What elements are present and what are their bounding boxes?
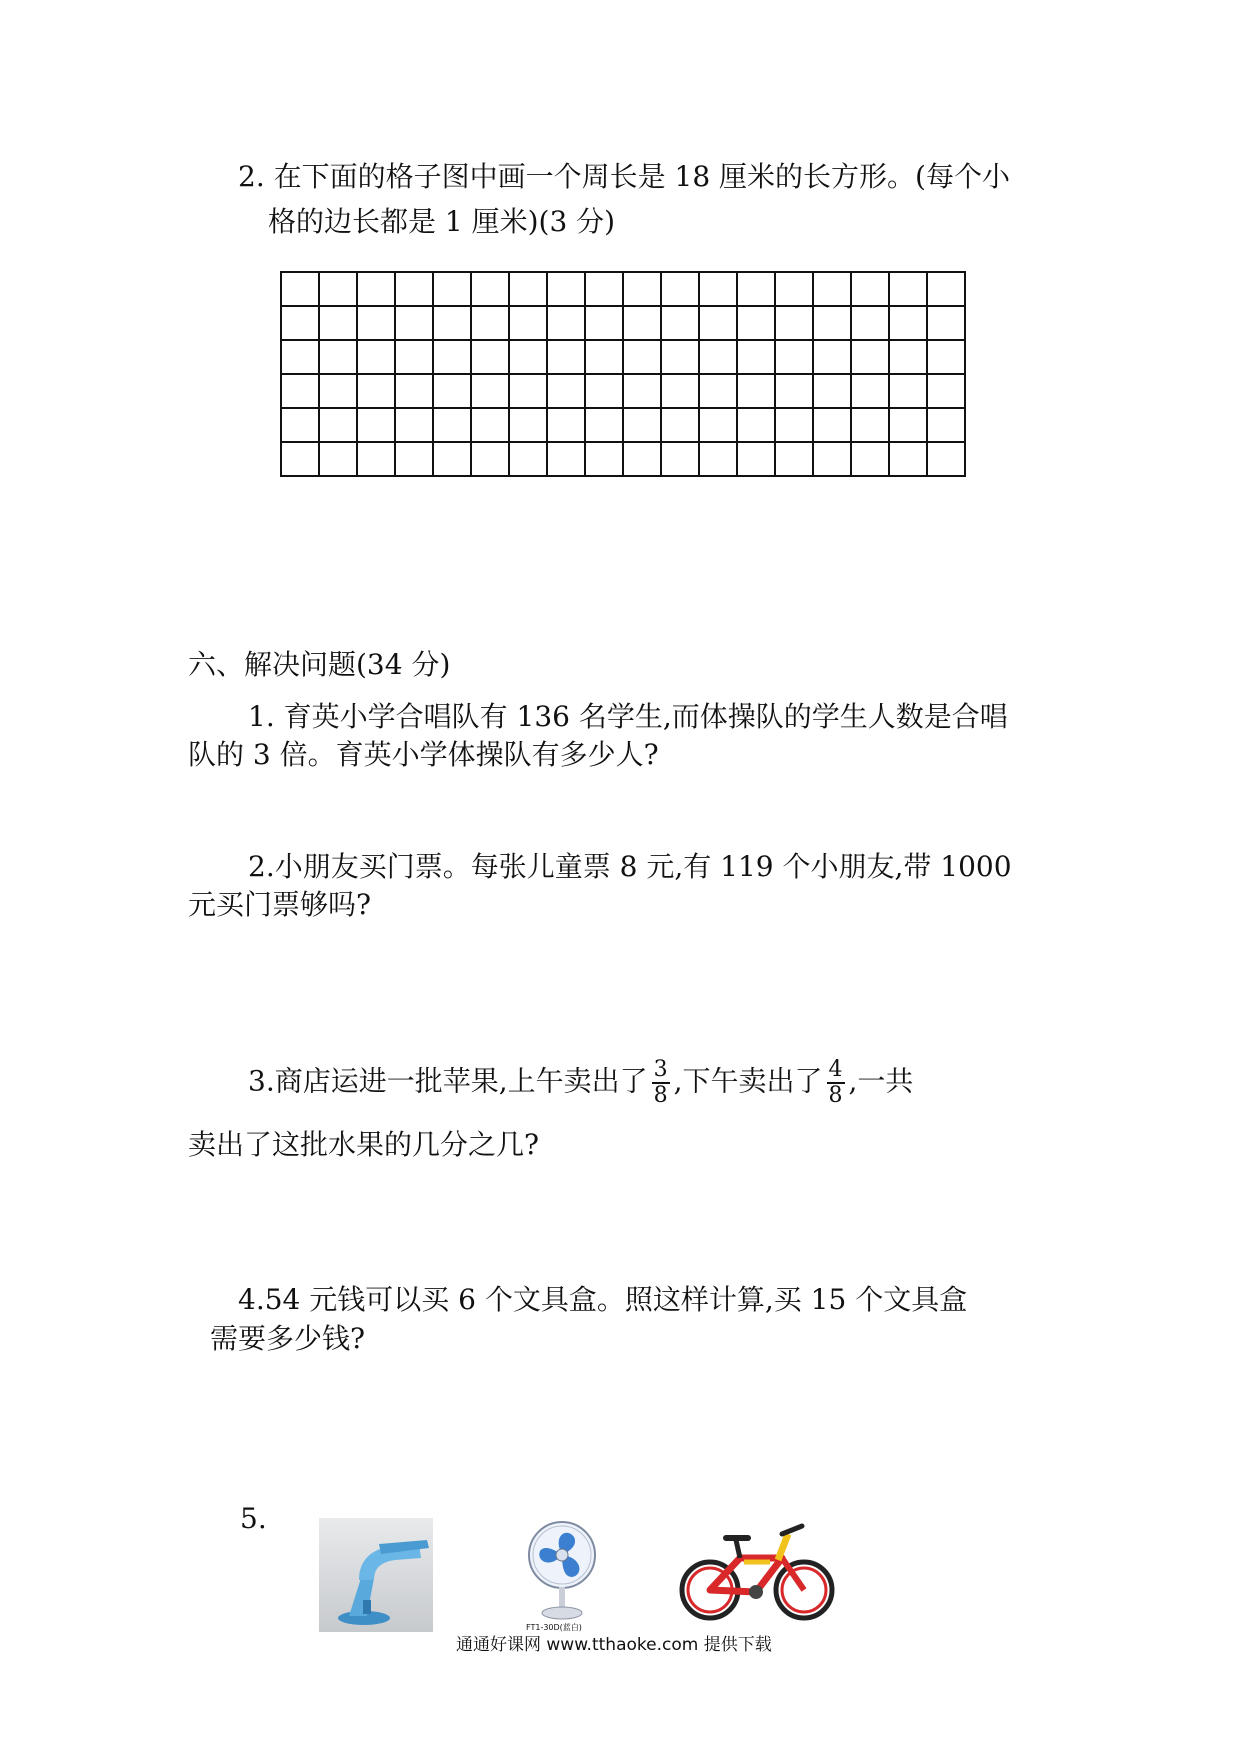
grid-cell [586, 341, 624, 375]
grid-cell [662, 273, 700, 307]
grid-cell [396, 273, 434, 307]
grid-cell [586, 375, 624, 409]
grid-cell [434, 375, 472, 409]
fraction-numerator: 3 [653, 1057, 668, 1082]
grid-cell [282, 341, 320, 375]
grid-cell [624, 273, 662, 307]
grid-cell [928, 409, 966, 443]
grid-cell [662, 443, 700, 477]
grid-cell [890, 375, 928, 409]
grid-cell [586, 273, 624, 307]
grid-cell [776, 375, 814, 409]
footer-watermark: 通通好课网 www.tthaoke.com 提供下载 [456, 1635, 772, 1655]
grid-cell [320, 341, 358, 375]
grid-cell [586, 443, 624, 477]
grid-cell [396, 409, 434, 443]
q3-prefix: 3.商店运进一批苹果,上午卖出了 [248, 1064, 648, 1098]
q4-line-1: 4.54 元钱可以买 6 个文具盒。照这样计算,买 15 个文具盒 [238, 1283, 968, 1316]
grid-cell [434, 307, 472, 341]
grid-cell [320, 375, 358, 409]
grid-cell [700, 409, 738, 443]
grid-cell [738, 273, 776, 307]
grid-cell [814, 273, 852, 307]
bicycle-icon [678, 1518, 836, 1628]
grid-cell [472, 341, 510, 375]
grid-cell [776, 409, 814, 443]
grid-cell [358, 375, 396, 409]
grid-cell [928, 375, 966, 409]
grid-cell [890, 307, 928, 341]
grid-cell [814, 375, 852, 409]
grid-cell [472, 273, 510, 307]
q4-line-2: 需要多少钱? [210, 1322, 366, 1355]
grid-cell [320, 409, 358, 443]
grid-cell [662, 341, 700, 375]
q3-line-2: 卖出了这批水果的几分之几? [188, 1128, 540, 1161]
grid-cell [852, 273, 890, 307]
grid-cell [852, 409, 890, 443]
grid-cell [510, 341, 548, 375]
grid-cell [510, 409, 548, 443]
grid-cell [776, 341, 814, 375]
grid-cell [928, 273, 966, 307]
q2-word-line-2: 元买门票够吗? [188, 888, 372, 921]
grid-cell [472, 375, 510, 409]
grid-cell [814, 341, 852, 375]
grid-cell [434, 273, 472, 307]
grid-cell [472, 409, 510, 443]
grid-cell [282, 409, 320, 443]
grid-cell [282, 375, 320, 409]
q2-line-2: 格的边长都是 1 厘米)(3 分) [268, 205, 616, 238]
grid-cell [700, 307, 738, 341]
grid-cell [662, 307, 700, 341]
grid-cell [700, 375, 738, 409]
grid-cell [814, 443, 852, 477]
grid-cell [852, 443, 890, 477]
grid-cell [282, 443, 320, 477]
q3-line-1 [248, 1058, 913, 1108]
grid-cell [434, 443, 472, 477]
grid-cell [624, 409, 662, 443]
grid-cell [548, 409, 586, 443]
grid-cell [776, 307, 814, 341]
q3-suffix: ,一共 [848, 1064, 914, 1098]
q2-word-line-1: 2.小朋友买门票。每张儿童票 8 元,有 119 个小朋友,带 1000 [248, 850, 1012, 883]
grid-cell [320, 307, 358, 341]
grid-cell [890, 273, 928, 307]
grid-cell [510, 375, 548, 409]
fraction-denominator: 8 [828, 1083, 843, 1108]
grid-cell [548, 341, 586, 375]
q1-line-2: 队的 3 倍。育英小学体操队有多少人? [188, 738, 659, 771]
grid-cell [776, 443, 814, 477]
grid-cell [358, 273, 396, 307]
grid-cell [890, 443, 928, 477]
grid-cell [700, 341, 738, 375]
grid-cell [320, 273, 358, 307]
grid-cell [700, 273, 738, 307]
grid-cell [624, 375, 662, 409]
grid-cell [738, 409, 776, 443]
electric-fan-image [512, 1515, 612, 1635]
grid-cell [358, 443, 396, 477]
grid-cell [928, 307, 966, 341]
grid-cell [396, 375, 434, 409]
fan-caption: FT1-30D(蓝白) [526, 1623, 582, 1632]
grid-cell [586, 307, 624, 341]
fraction-numerator: 4 [828, 1057, 843, 1082]
grid-cell [624, 443, 662, 477]
q5-label: 5. [240, 1502, 267, 1535]
section-heading: 六、解决问题(34 分) [188, 648, 451, 681]
grid-cell [358, 409, 396, 443]
grid-cell [548, 443, 586, 477]
grid-cell [396, 307, 434, 341]
fraction-denominator: 8 [653, 1083, 668, 1108]
grid-cell [472, 443, 510, 477]
desk-lamp-icon [319, 1518, 433, 1632]
grid-cell [434, 341, 472, 375]
grid-cell [776, 273, 814, 307]
grid-cell [434, 409, 472, 443]
fraction-four-eighths [827, 1058, 845, 1108]
grid-cell [852, 375, 890, 409]
grid-cell [586, 409, 624, 443]
grid-cell [624, 307, 662, 341]
grid-cell [472, 307, 510, 341]
grid-cell [510, 307, 548, 341]
grid-cell [320, 443, 358, 477]
grid-cell [510, 273, 548, 307]
grid-cell [282, 273, 320, 307]
grid-cell [928, 341, 966, 375]
grid-cell [396, 443, 434, 477]
q2-line-1: 2. 在下面的格子图中画一个周长是 18 厘米的长方形。(每个小 [238, 160, 1010, 193]
bicycle-image [678, 1518, 836, 1628]
electric-fan-icon [512, 1515, 612, 1625]
q3-middle: ,下午卖出了 [673, 1064, 823, 1098]
grid-cell [814, 409, 852, 443]
grid-cell [738, 341, 776, 375]
grid-cell [358, 341, 396, 375]
grid-cell [738, 307, 776, 341]
grid-cell [890, 341, 928, 375]
grid-cell [738, 443, 776, 477]
grid-cell [852, 307, 890, 341]
square-grid [280, 271, 966, 477]
grid-cell [662, 409, 700, 443]
grid-cell [852, 341, 890, 375]
grid-cell [396, 341, 434, 375]
grid-cell [738, 375, 776, 409]
desk-lamp-image [319, 1518, 433, 1632]
grid-cell [358, 307, 396, 341]
grid-cell [548, 273, 586, 307]
grid-cell [510, 443, 548, 477]
grid-cell [700, 443, 738, 477]
fraction-three-eighths [652, 1058, 670, 1108]
grid-cell [662, 375, 700, 409]
grid-cell [814, 307, 852, 341]
q1-line-1: 1. 育英小学合唱队有 136 名学生,而体操队的学生人数是合唱 [248, 700, 1008, 733]
grid-cell [282, 307, 320, 341]
grid-cell [548, 375, 586, 409]
grid-cell [890, 409, 928, 443]
grid-cell [624, 341, 662, 375]
grid-cell [548, 307, 586, 341]
grid-cell [928, 443, 966, 477]
